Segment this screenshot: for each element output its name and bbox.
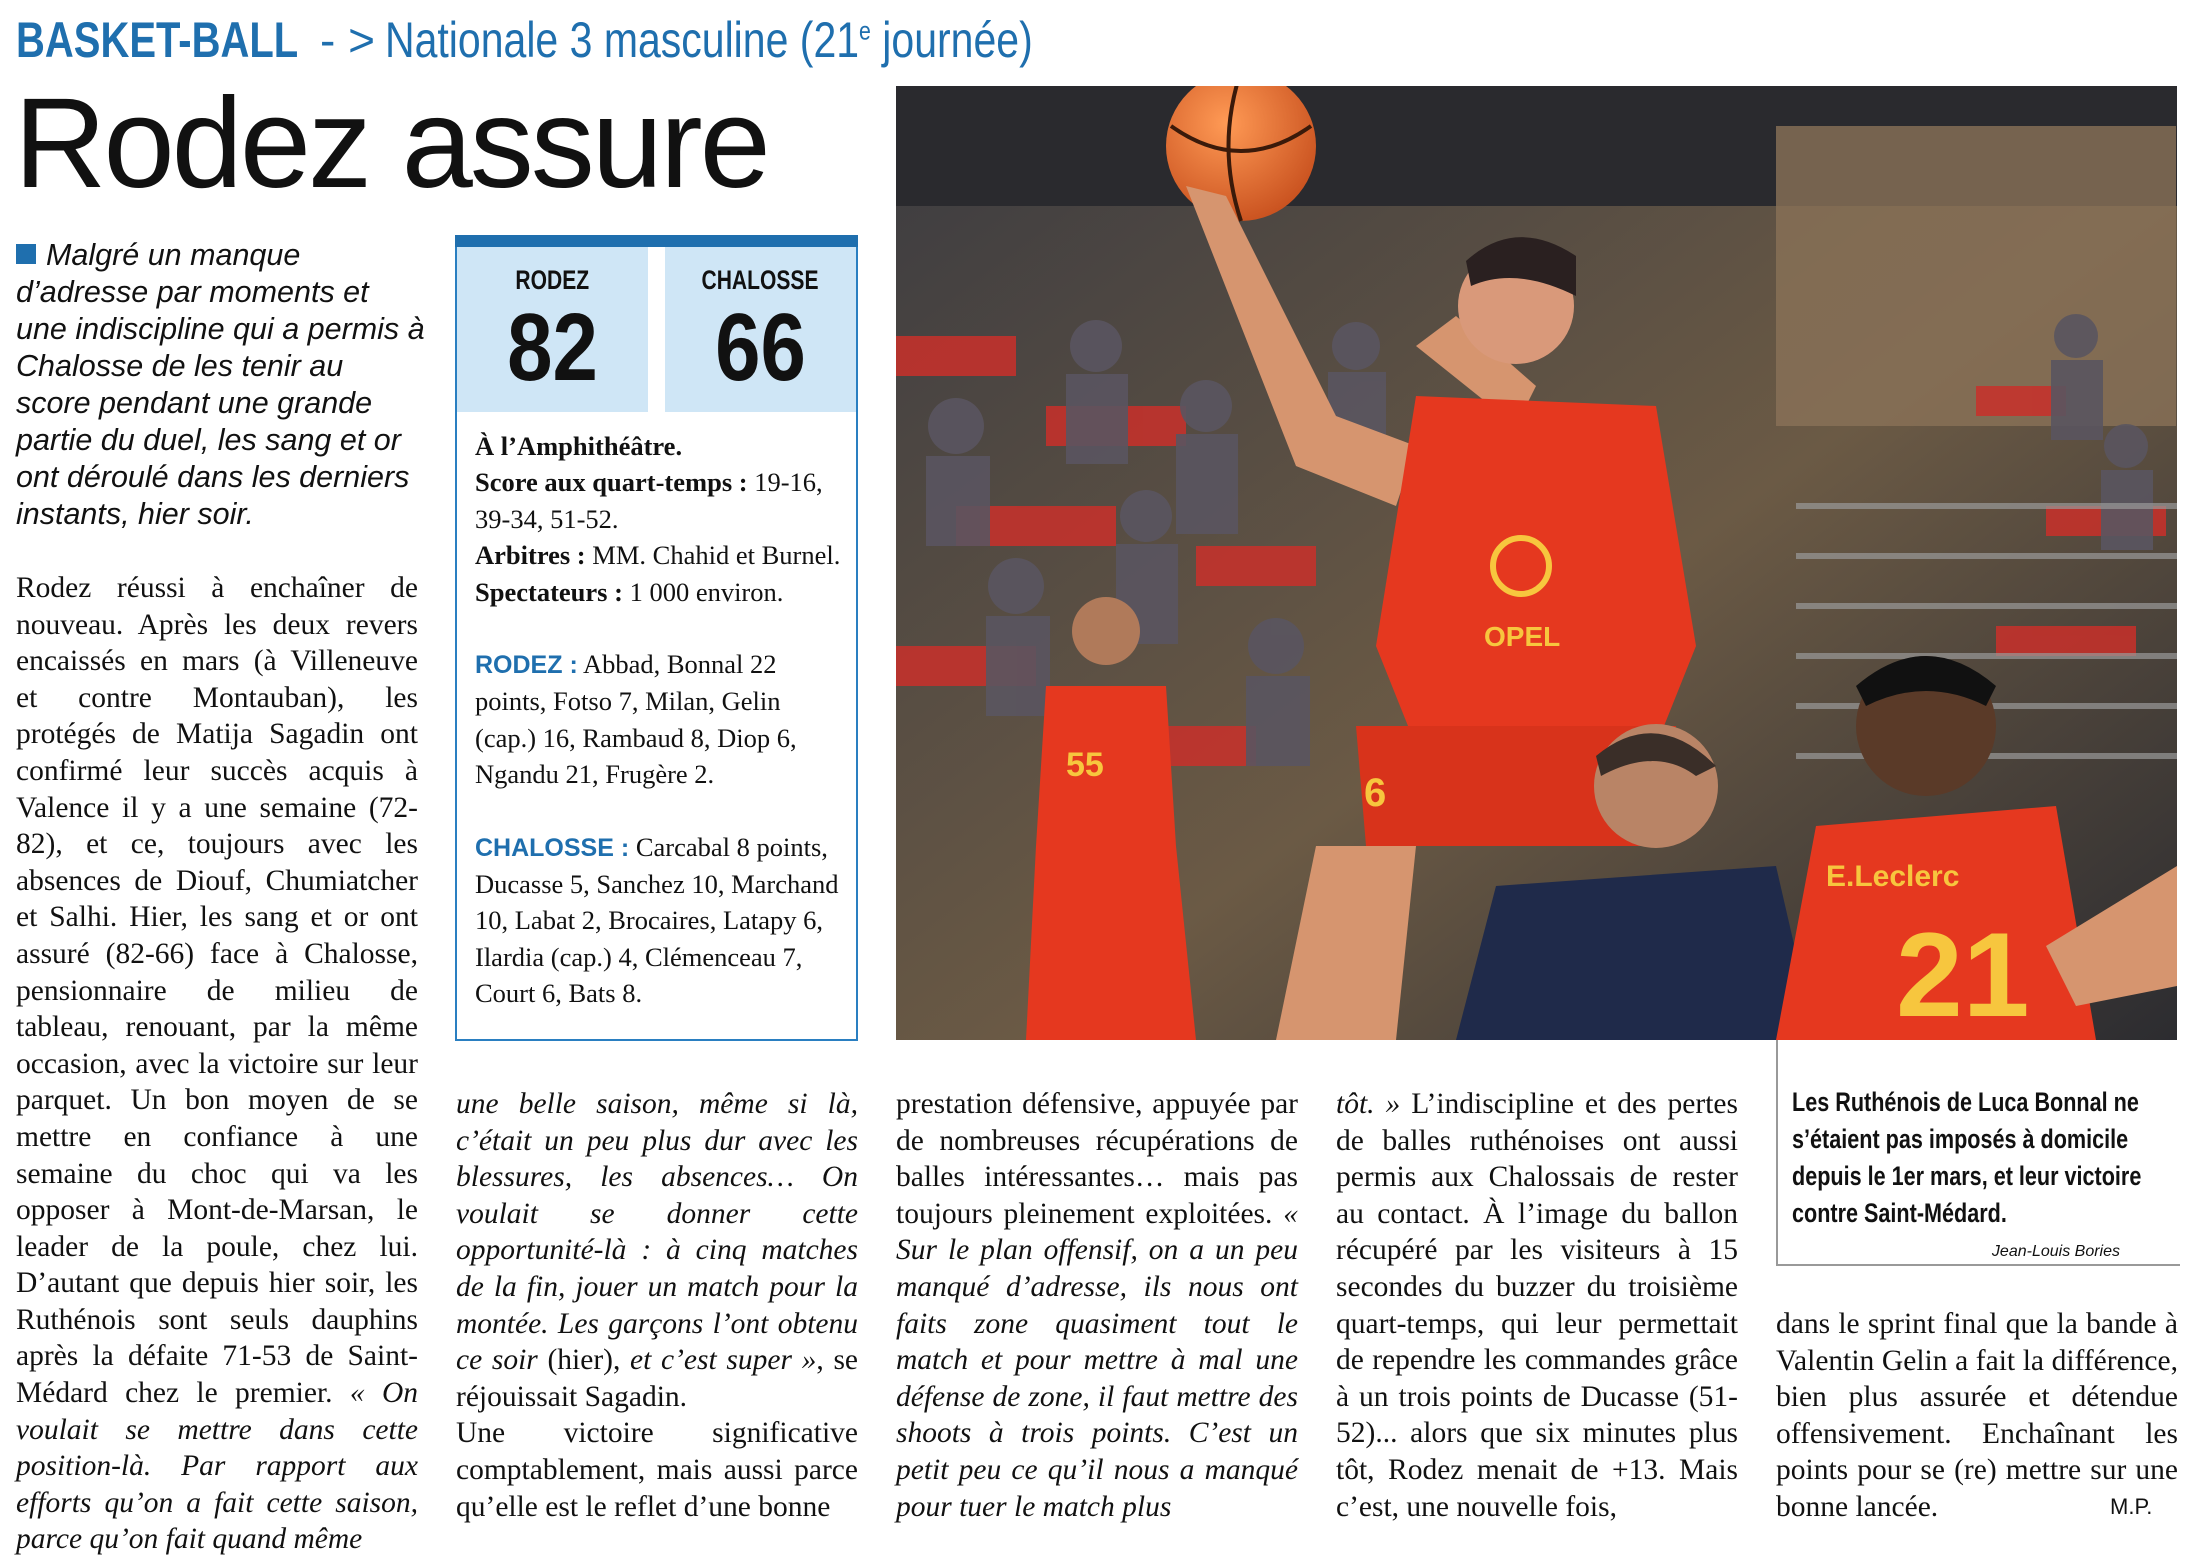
- referees-label: Arbitres :: [475, 540, 586, 571]
- author-signature: M.P.: [2110, 1494, 2153, 1519]
- home-team-name: RODEZ: [515, 265, 590, 295]
- quote: et c’est super »: [630, 1344, 817, 1377]
- competition-text: Nationale 3 masculine (21: [384, 12, 860, 68]
- away-team-name: CHALOSSE: [701, 265, 820, 295]
- referees-value: MM. Chahid et Burnel.: [585, 540, 841, 571]
- away-lineup: Carcabal 8 points, Ducasse 5, Sanchez 10, Marchand 10, Labat 2, Brocaires, Latapy 6, Ilardia (cap.) 4, Clémenceau 7, Court 6, Bats 8.: [475, 831, 839, 1009]
- spectators-label: Spectateurs :: [475, 576, 623, 607]
- quote: une belle saison, même si là, c’était un peu plus dur avec les blessures, les absences… On voulait se donner cette opportunité-là : à cinq matches de la fin, jouer un match pour la montée. Les garçons l’ont obtenu ce soir: [456, 1088, 858, 1377]
- ordinal-sup: e: [859, 15, 871, 46]
- jersey-number-back: 55: [1066, 746, 1104, 784]
- body-column-5: [1776, 1306, 2178, 1526]
- venue: À l’Amphithéâtre.: [475, 431, 683, 461]
- home-team-score: 82: [507, 294, 598, 401]
- body-column-2: [456, 1086, 858, 1525]
- quarters-value: 19-16, 39-34, 51-52.: [475, 467, 823, 534]
- away-team-score: 66: [715, 294, 806, 401]
- competition-label: [385, 11, 1033, 69]
- section-label: BASKET-BALL: [16, 12, 299, 68]
- photo-credit: Jean-Louis Bories: [1991, 1243, 2120, 1260]
- score-box: [455, 235, 858, 1041]
- section-kicker: [16, 8, 1175, 72]
- quote: « Sur le plan offensif, on a un peu manqué d’adresse, ils nous ont faits zone quasiment tout le match et pour mettre à mal une défense de zone, il faut mettre des shoots à trois points. C’est un petit peu ce qu’il nous a manqué pour tuer le match plus: [896, 1197, 1298, 1523]
- body-column-1: [16, 570, 418, 1558]
- body-text: Rodez réussi à enchaîner de nouveau. Après les deux revers encaissés en mars (à Villeneuve et contre Montauban), les protégés de Matija Sagadin ont confirmé leur succès acquis à Valence il y a une semaine (72-82), et ce, toujours avec les absences de Diouf, Chumiatcher et Salhi. Hier, les sang et or ont assuré (82-66) face à Chalosse, pensionnaire de milieu de tableau, renouant, par la même occasion, avec la victoire sur leur parquet. Un bon moyen de se mettre en confiance à une semaine du choc qui va les opposer à Mont-de-Marsan, le leader de la poule, chez lui. D’autant que depuis hier soir, les Ruthénois sont seuls dauphins après la défaite 71-53 de Saint-Médard chez le premier.: [16, 572, 418, 1410]
- away-team-panel: [665, 247, 856, 412]
- match-photo: [896, 86, 2177, 1040]
- jersey-sponsor-opel: OPEL: [1484, 621, 1561, 652]
- body-text: , se réjouissait Sagadin.: [456, 1344, 859, 1413]
- intro-body: Malgré un manque d’adresse par moments et une indiscipline qui a permis à Chalosse de les tenir au score pendant une grande partie du duel, les sang et or ont déroulé dans les derniers instants, hier soir.: [16, 238, 425, 531]
- body-paragraph: Une victoire significative comptablement, mais aussi parce qu’elle est le reflet d’une bonne: [456, 1417, 858, 1523]
- jersey-number-right: 21: [1896, 908, 2030, 1040]
- body-column-3: [896, 1086, 1298, 1525]
- body-text: L’indiscipline et des pertes de balles ruthénoises ont aussi permis aux Chalossais de rester au contact. À l’image du ballon récupéré par les visiteurs à 15 secondes du buzzer du troisième quart-temps, qui leur permettait de rependre les commandes grâce à un trois points de Ducasse (51-52)... alors que six minutes plus tôt, Rodez menait de +13. Mais c’est, une nouvelle fois,: [1336, 1088, 1738, 1523]
- body-column-4: [1336, 1086, 1738, 1525]
- body-text: prestation défensive, appuyée par de nombreuses récupérations de balles intéressantes… mais pas toujours pleinement exploitées.: [896, 1088, 1298, 1230]
- quarters-label: Score aux quart-temps :: [475, 467, 748, 498]
- home-lineup-label: RODEZ :: [475, 651, 578, 680]
- photo-caption: [1776, 1040, 2180, 1266]
- home-lineup: Abbad, Bonnal 22 points, Fotso 7, Milan, Gelin (cap.) 16, Rambaud 8, Diop 6, Ngandu 21, Frugère 2.: [475, 649, 797, 790]
- jersey-number-front: 6: [1364, 771, 1387, 815]
- match-facts: [475, 428, 847, 1012]
- headline: Rodez assure: [14, 72, 768, 215]
- home-team-panel: [457, 247, 648, 412]
- competition-end: journée): [870, 12, 1033, 68]
- body-paragraph: dans le sprint final que la bande à Valentin Gelin a fait la différence, bien plus assurée et détendue offensivement. Enchaînant les points pour se (re) mettre sur une bonne lancée.: [1776, 1308, 2178, 1523]
- jersey-sponsor-leclerc: E.Leclerc: [1826, 860, 1960, 893]
- quote: « On voulait se mettre dans cette position-là. Par rapport aux efforts qu’on a fait cette saison, parce qu’on fait quand même: [16, 1377, 418, 1556]
- score-box-bar: [455, 235, 858, 247]
- caption-text: Les Ruthénois de Luca Bonnal ne s’étaient pas imposés à domicile depuis le 1er mars, et leur victoire contre Saint-Médard.: [1792, 1087, 2142, 1228]
- quote: tôt. »: [1336, 1088, 1401, 1120]
- arrow-icon: - >: [320, 14, 375, 66]
- intro-text: [16, 237, 426, 533]
- square-bullet-icon: [16, 244, 36, 264]
- spectators-value: 1 000 environ.: [622, 576, 784, 607]
- away-lineup-label: CHALOSSE :: [475, 833, 630, 862]
- body-text: (hier),: [537, 1344, 631, 1377]
